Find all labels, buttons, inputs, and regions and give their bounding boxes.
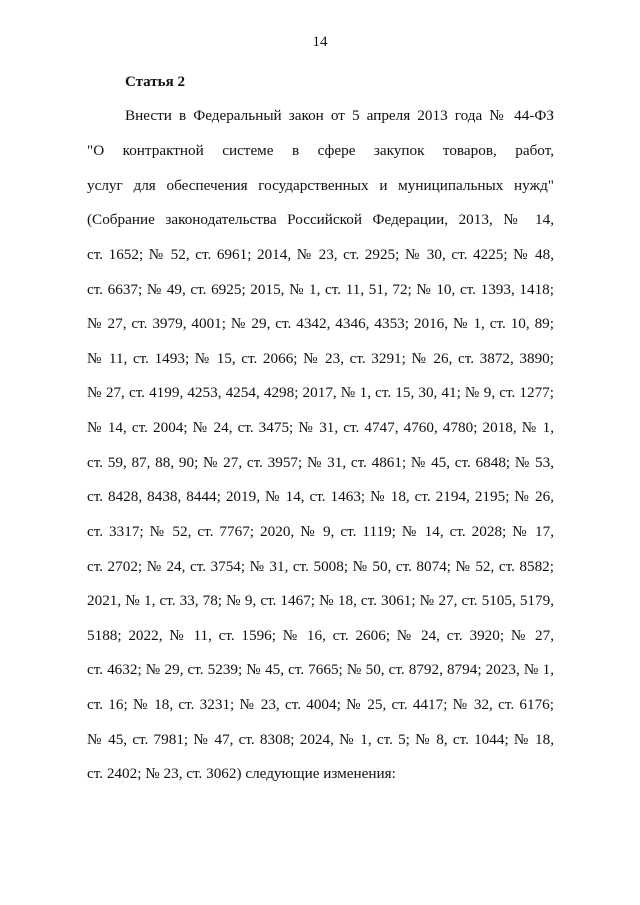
paragraph-line: ст. 1652; № 52, ст. 6961; 2014, № 23, ст. 2925; № 30, ст. 4225; № 48, [87,246,554,263]
paragraph-line: № 27, ст. 4199, 4253, 4254, 4298; 2017, № 1, ст. 15, 30, 41; № 9, ст. 1277; [87,384,554,401]
paragraph-line: Внести в Федеральный закон от 5 апреля 2013 года № 44-ФЗ [125,107,554,124]
paragraph-line: ст. 4632; № 29, ст. 5239; № 45, ст. 7665; № 50, ст. 8792, 8794; 2023, № 1, [87,661,554,678]
paragraph-line: ст. 6637; № 49, ст. 6925; 2015, № 1, ст. 11, 51, 72; № 10, ст. 1393, 1418; [87,281,554,298]
page-number: 14 [312,34,328,50]
paragraph-line: "О контрактной системе в сфере закупок товаров, работ, [87,142,554,159]
paragraph-line: № 45, ст. 7981; № 47, ст. 8308; 2024, № 1, ст. 5; № 8, ст. 1044; № 18, [87,731,554,748]
article-title: Статья 2 [125,74,185,90]
paragraph-line: 2021, № 1, ст. 33, 78; № 9, ст. 1467; № 18, ст. 3061; № 27, ст. 5105, 5179, [87,592,554,609]
paragraph-line: услуг для обеспечения государственных и муниципальных нужд" [87,177,554,194]
paragraph-line: ст. 2402; № 23, ст. 3062) следующие изменения: [87,765,396,782]
paragraph-line: ст. 3317; № 52, ст. 7767; 2020, № 9, ст. 1119; № 14, ст. 2028; № 17, [87,523,554,540]
paragraph-line: 5188; 2022, № 11, ст. 1596; № 16, ст. 2606; № 24, ст. 3920; № 27, [87,627,554,644]
paragraph-line: ст. 16; № 18, ст. 3231; № 23, ст. 4004; № 25, ст. 4417; № 32, ст. 6176; [87,696,554,713]
paragraph-line: № 11, ст. 1493; № 15, ст. 2066; № 23, ст. 3291; № 26, ст. 3872, 3890; [87,350,554,367]
paragraph-line: ст. 2702; № 24, ст. 3754; № 31, ст. 5008; № 50, ст. 8074; № 52, ст. 8582; [87,558,554,575]
paragraph-line: ст. 8428, 8438, 8444; 2019, № 14, ст. 1463; № 18, ст. 2194, 2195; № 26, [87,488,554,505]
paragraph-line: № 27, ст. 3979, 4001; № 29, ст. 4342, 4346, 4353; 2016, № 1, ст. 10, 89; [87,315,554,332]
paragraph-line: (Собрание законодательства Российской Федерации, 2013, № 14, [87,211,554,228]
paragraph-line: № 14, ст. 2004; № 24, ст. 3475; № 31, ст. 4747, 4760, 4780; 2018, № 1, [87,419,554,436]
paragraph-line: ст. 59, 87, 88, 90; № 27, ст. 3957; № 31, ст. 4861; № 45, ст. 6848; № 53, [87,454,554,471]
